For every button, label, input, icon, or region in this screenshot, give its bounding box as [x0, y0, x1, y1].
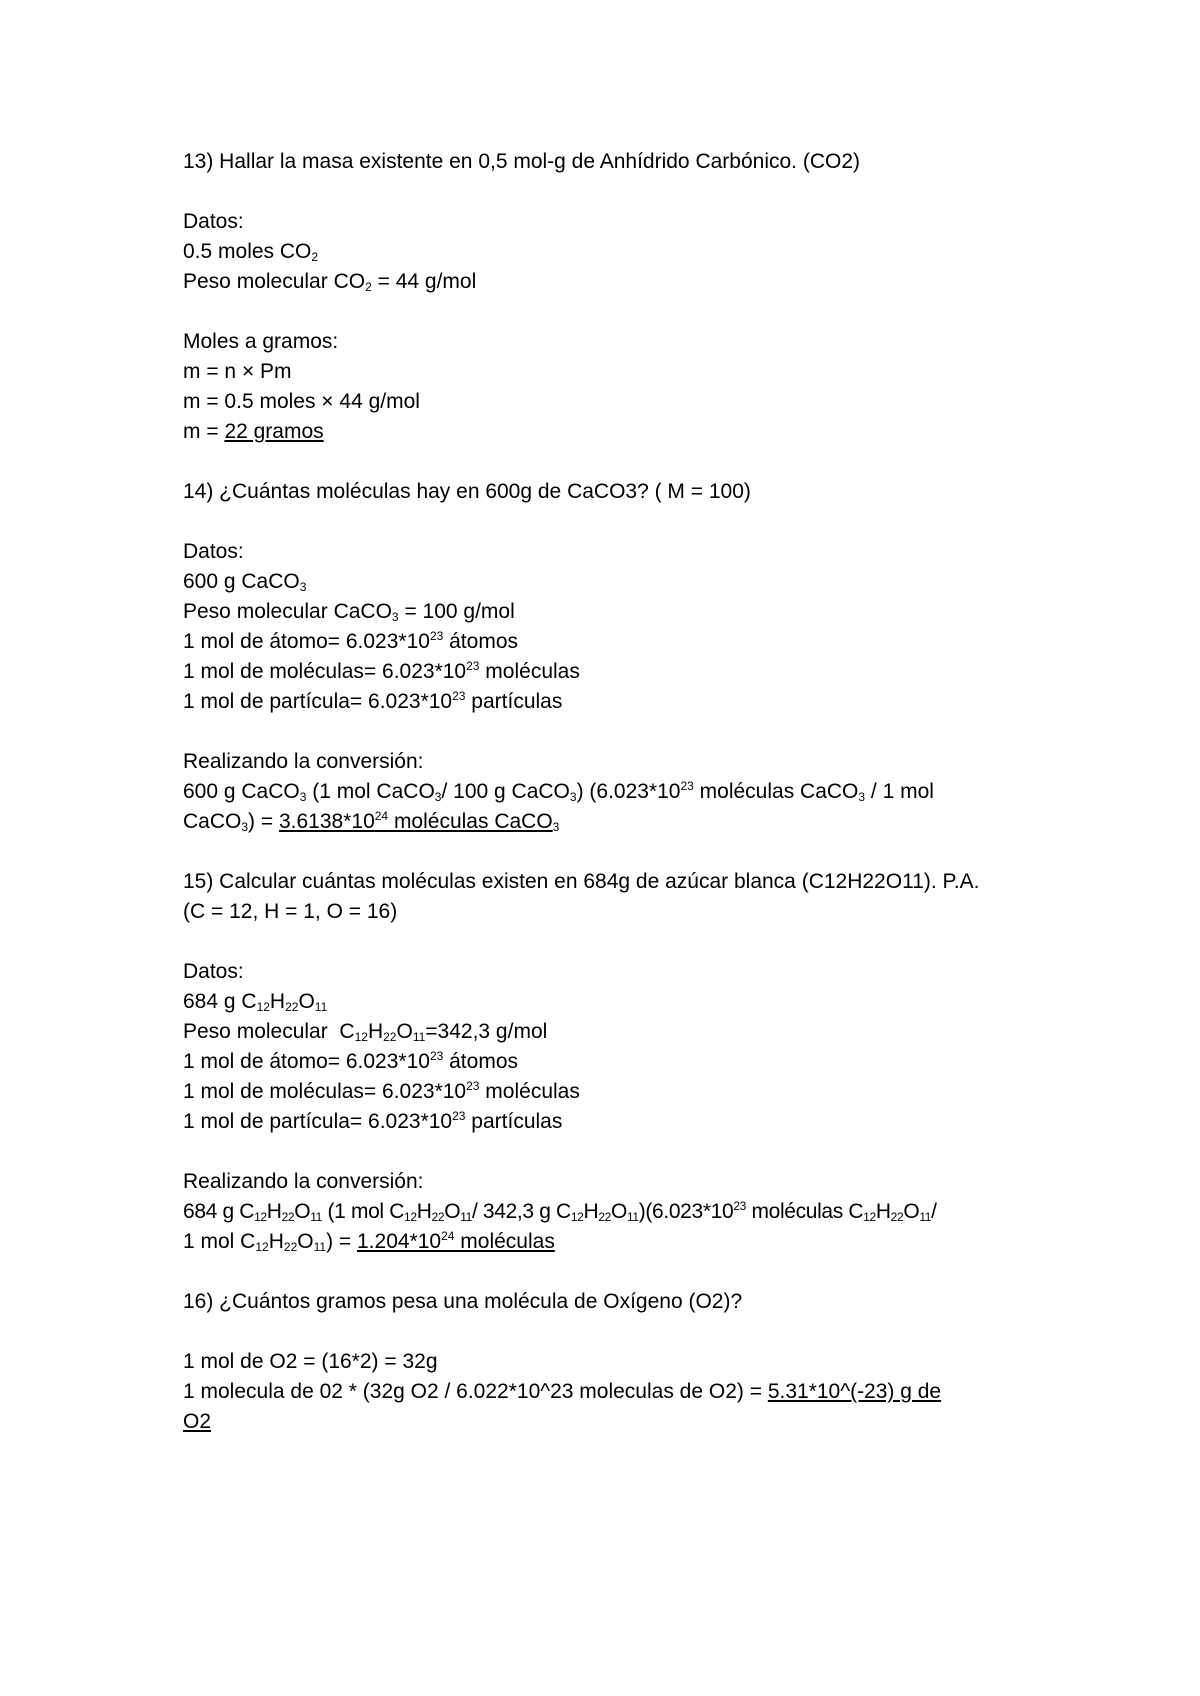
- problem-14-mass: 600 g CaCO$_3$: [183, 570, 307, 594]
- problem-15-conversion-line-1: 684 g $C_{12}H_{22}O_{11}$ (1 mol $C_{12}H_{22}O_{11}/$ 342,3 g $C_{12}H_{22}O_{11})(6.023*10^{23}$ moléculas $C_{12}H_{22}O_{11}/$: [183, 1199, 937, 1224]
- problem-14-datos-label: Datos:: [183, 540, 244, 563]
- problem-15-result: $1.204*10^{24}$ moléculas: [357, 1229, 555, 1253]
- problem-15-question-line-1: 15) Calcular cuántas moléculas existen en 684g de azúcar blanca (C12H22O11). P.A.: [183, 870, 980, 893]
- problem-16-question: 16) ¿Cuántos gramos pesa una molécula de Oxígeno (O2)?: [183, 1290, 743, 1313]
- problem-15-atomo: 1 mol de átomo= $6.023*10^{23}$ átomos: [183, 1049, 518, 1073]
- problem-15-datos-label: Datos:: [183, 960, 244, 983]
- problem-13-datos-label: Datos:: [183, 210, 244, 233]
- problem-13-moles: 0.5 moles $CO_2$: [183, 240, 319, 264]
- problem-14-moleculas: 1 mol de moléculas= $6.023*10^{23}$ moléculas: [183, 659, 580, 683]
- problem-13-result: 22 gramos: [224, 420, 324, 443]
- problem-15-conversion-line-2: 1 mol $C_{12}H_{22}O_{11}) = 1.204*10^{24}$ moléculas: [183, 1229, 555, 1254]
- problem-13-step-1: m = n × Pm: [183, 360, 292, 383]
- problem-14-conversion-label: Realizando la conversión:: [183, 750, 424, 773]
- problem-14-result: $3.6138*10^{24}$ moléculas CaCO$_3$: [278, 809, 560, 834]
- problem-16-result-part-1: 5.31*10^(-23) g de: [767, 1380, 942, 1403]
- problem-14-conversion-line-2: CaCO$_3$) = $3.6138*10^{24}$ moléculas CaCO$_3$: [183, 809, 560, 834]
- problem-15-particulas: 1 mol de partícula= $6.023*10^{23}$ partículas: [183, 1109, 563, 1133]
- problem-14-conversion-line-1: 600 g CaCO$_3$ (1 mol CaCO$_3$/ 100 g CaCO$_3$) ($6.023*10^{23}$ moléculas CaCO$_3$ / 1 mol: [183, 779, 934, 804]
- problem-15-moleculas: 1 mol de moléculas= $6.023*10^{23}$ moléculas: [183, 1079, 580, 1103]
- problem-13-step-3: m = 22 gramos: [183, 420, 324, 443]
- document-page: [183, 147, 1043, 1437]
- problem-16-step-2: 1 molecula de 02 * (32g O2 / 6.022*10^23 moleculas de O2) = 5.31*10^(-23) g de: [183, 1380, 942, 1403]
- problem-15-conversion-label: Realizando la conversión:: [183, 1170, 424, 1193]
- problem-13-step-2: m = 0.5 moles × 44 g/mol: [183, 390, 420, 413]
- problem-16-result-line-2: [183, 1407, 1043, 1437]
- problem-15-question-line-2: (C = 12, H = 1, O = 16): [183, 900, 398, 923]
- problem-13-molecular-weight: Peso molecular $CO_2 = 44$ g/mol: [183, 270, 477, 294]
- problem-14-molecular-weight: Peso molecular CaCO$_3$ = 100 g/mol: [183, 600, 515, 624]
- problem-13-conversion-label: Moles a gramos:: [183, 330, 339, 353]
- problem-14-particulas: 1 mol de partícula= $6.023*10^{23}$ partículas: [183, 689, 563, 713]
- problem-13-question: 13) Hallar la masa existente en 0,5 mol-g de Anhídrido Carbónico. (CO2): [183, 150, 861, 173]
- problem-14-atomo: 1 mol de átomo= $6.023*10^{23}$ átomos: [183, 629, 518, 653]
- problem-16-step-1: 1 mol de O2 = (16*2) = 32g: [183, 1350, 438, 1373]
- problem-15-molecular-weight: Peso molecular $C_{12}H_{22}O_{11}=342,3$ g/mol: [183, 1020, 548, 1044]
- problem-16-result-part-2: O2: [183, 1410, 212, 1433]
- problem-15-mass: 684 g $C_{12}H_{22}O_{11}$: [183, 990, 328, 1014]
- problem-14-question: 14) ¿Cuántas moléculas hay en 600g de CaCO3? ( M = 100): [183, 480, 751, 503]
